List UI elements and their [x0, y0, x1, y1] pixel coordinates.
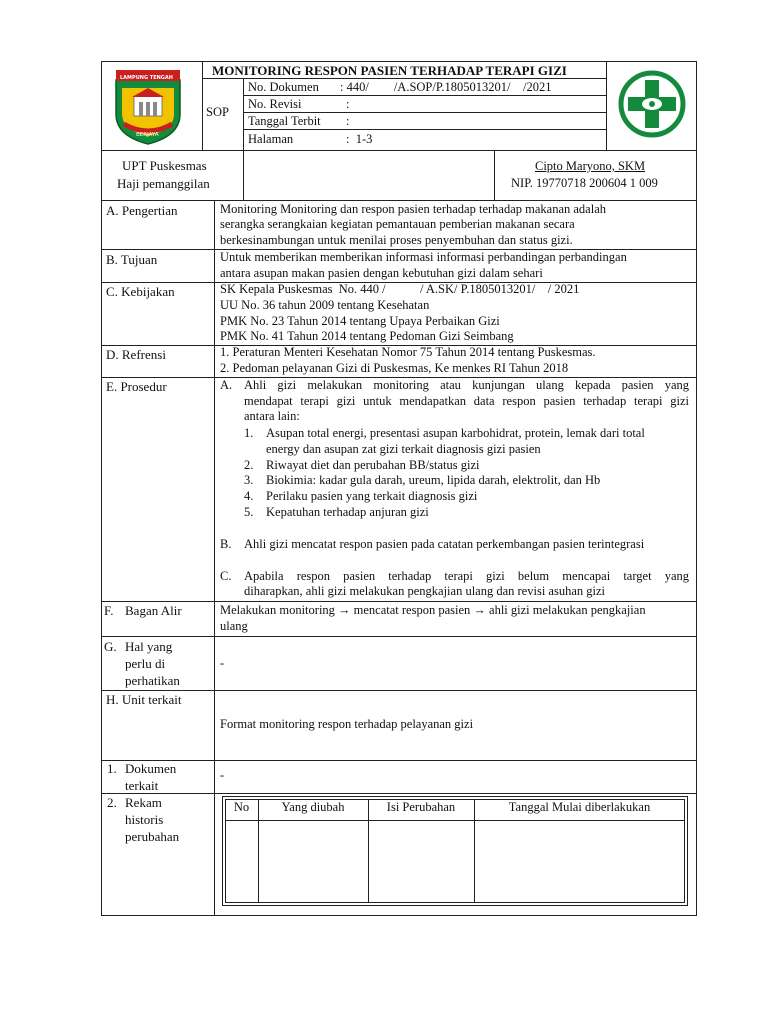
dokumen-terkait-label-1: Dokumen — [125, 761, 177, 776]
no-revisi-value: : — [346, 97, 350, 111]
bagan-alir-num: F. — [104, 603, 114, 618]
table-header-rule — [225, 820, 685, 821]
rekam-historis-num: 2. — [107, 795, 117, 810]
no-dokumen-value: : 440/ /A.SOP/P.1805013201/ /2021 — [340, 80, 552, 94]
rekam-historis-label-3: perubahan — [125, 829, 180, 844]
halaman-label: Halaman — [248, 132, 294, 146]
rekam-historis-label-1: Rekam — [125, 795, 162, 810]
table-header-yang-diubah: Yang diubah — [281, 800, 345, 814]
table-header-tanggal: Tanggal Mulai diberlakukan — [508, 800, 651, 814]
kebijakan-line-4: PMK No. 41 Tahun 2014 tentang Pedoman Gizi Seimbang — [220, 329, 514, 343]
rekam-historis-label-2: historis — [125, 812, 164, 827]
prosedur-c-line-2: diharapkan, ahli gizi melakukan pengkajian ulang dan revisi asuhan gizi — [244, 584, 605, 598]
prosedur-item-1-num: 1. — [244, 426, 254, 440]
halaman-value: : 1-3 — [346, 132, 373, 146]
prosedur-a-line-3: antara lain: — [244, 409, 300, 423]
row-rule-e — [101, 601, 697, 602]
prosedur-b-marker: B. — [220, 537, 232, 551]
kebijakan-label: C. Kebijakan — [106, 284, 175, 299]
row-rule-g — [101, 690, 697, 691]
prosedur-a-line-2: mendapat terapi gizi untuk mendapatkan data respon pasien terhadap terapi gizi — [244, 394, 689, 408]
no-dokumen-label: No. Dokumen — [248, 80, 319, 94]
tujuan-line-2: antara asupan makan pasien dengan kebutuhan gizi dalam sehari — [220, 266, 543, 280]
prosedur-item-1-line-1: Asupan total energi, presentasi asupan karbohidrat, protein, lemak dari total — [266, 426, 645, 440]
header-divider-logo — [202, 61, 203, 150]
unit-terkait-label: H. Unit terkait — [106, 692, 182, 707]
prosedur-a-marker: A. — [220, 378, 233, 392]
prosedur-item-1-line-2: energy dan asupan zat gizi terkait diagnosis gizi pasien — [266, 442, 541, 456]
dokumen-terkait-value: - — [220, 768, 225, 782]
hal-perlu-label-3: perhatikan — [125, 673, 180, 688]
row-rule-f — [101, 636, 697, 637]
hal-perlu-value: - — [220, 656, 225, 670]
prosedur-a-line-1: Ahli gizi melakukan monitoring atau kunjungan ulang kepada pasien yang — [244, 378, 689, 392]
header-divider-sop — [243, 78, 244, 150]
hal-perlu-label-1: Hal yang — [125, 639, 173, 654]
prosedur-item-2-line-1: Riwayat diet dan perubahan BB/status gizi — [266, 458, 480, 472]
referensi-line-2: 2. Pedoman pelayanan Gizi di Puskesmas, Ke menkes RI Tahun 2018 — [220, 361, 569, 375]
referensi-label: D. Refrensi — [106, 347, 166, 362]
logo-motto-text: BERJAYA — [136, 132, 159, 138]
dokumen-terkait-label-2: terkait — [125, 778, 159, 793]
page-title: MONITORING RESPON PASIEN TERHADAP TERAPI GIZI — [212, 63, 567, 78]
prosedur-item-5-line-1: Kepatuhan terhadap anjuran gizi — [266, 505, 429, 519]
kebijakan-line-2: UU No. 36 tahun 2009 tentang Kesehatan — [220, 298, 430, 312]
dokumen-terkait-num: 1. — [107, 761, 117, 776]
org-bottom-rule — [101, 200, 697, 201]
pengertian-line-2: serangka serangkaian kegiatan pemantauan pemberian makanan secara — [220, 217, 575, 231]
label-column-divider — [214, 200, 215, 916]
tujuan-label: B. Tujuan — [106, 252, 158, 267]
tanggal-terbit-value: : — [346, 114, 350, 128]
table-header-isi-perubahan: Isi Perubahan — [386, 800, 456, 814]
unit-terkait-value: Format monitoring respon terhadap pelayanan gizi — [220, 717, 474, 731]
bagan-alir-label: Bagan Alir — [125, 603, 182, 618]
no-revisi-label: No. Revisi — [248, 97, 302, 111]
tanggal-terbit-label: Tanggal Terbit — [248, 114, 321, 128]
tujuan-line-1: Untuk memberikan memberikan informasi informasi perbandingan perbandingan — [220, 250, 627, 264]
row-rule-h — [101, 760, 697, 761]
prosedur-item-3-line-1: Biokimia: kadar gula darah, ureum, lipida darah, elektrolit, dan Hb — [266, 473, 601, 487]
puskesmas-logo — [618, 70, 686, 138]
prosedur-item-4-line-1: Perilaku pasien yang terkait diagnosis gizi — [266, 489, 478, 503]
header-divider-right-logo — [606, 61, 607, 150]
prosedur-item-2-num: 2. — [244, 458, 254, 472]
row-rule-i — [101, 793, 697, 794]
org-name-line2: Haji pemanggilan — [117, 176, 210, 191]
hal-perlu-label-2: perlu di — [125, 656, 166, 671]
prosedur-b-text: Ahli gizi mencatat respon pasien pada catatan perkembangan pasien terintegrasi — [244, 537, 645, 551]
org-divider — [243, 150, 244, 200]
logo-banner-text: LAMPUNG TENGAH — [120, 75, 173, 81]
prosedur-c-line-1: Apabila respon pasien terhadap terapi gizi belum mencapai target yang — [244, 569, 689, 583]
pengertian-label: A. Pengertian — [106, 203, 178, 218]
pengertian-line-1: Monitoring Monitoring dan respon pasien terhadap terhadap makanan adalah — [220, 202, 606, 216]
prosedur-c-marker: C. — [220, 569, 232, 583]
signer-name: Cipto Maryono, SKM — [535, 159, 646, 173]
pengertian-line-3: berkesinambungan untuk menilai proses penyembuhan dan status gizi. — [220, 233, 573, 247]
kebijakan-line-3: PMK No. 23 Tahun 2014 tentang Upaya Perbaikan Gizi — [220, 314, 500, 328]
table-header-no: No — [233, 800, 250, 814]
change-history-table — [222, 796, 688, 906]
prosedur-item-4-num: 4. — [244, 489, 254, 503]
prosedur-item-5-num: 5. — [244, 505, 254, 519]
signer-nip: NIP. 19770718 200604 1 009 — [511, 176, 658, 190]
bagan-alir-line-1: Melakukan monitoring → mencatat respon pasien → ahli gizi melakukan pengkajian — [220, 603, 646, 617]
kabupaten-logo — [112, 66, 184, 146]
signer-divider — [494, 150, 495, 200]
prosedur-item-3-num: 3. — [244, 473, 254, 487]
hal-perlu-num: G. — [104, 639, 117, 654]
header-bottom-rule — [101, 150, 697, 151]
sop-label: SOP — [206, 105, 229, 119]
kebijakan-line-1: SK Kepala Puskesmas No. 440 / / A.SK/ P.1805013201/ / 2021 — [220, 282, 580, 296]
org-name-line1: UPT Puskesmas — [122, 158, 207, 173]
bagan-alir-line-2: ulang — [220, 619, 248, 633]
referensi-line-1: 1. Peraturan Menteri Kesehatan Nomor 75 Tahun 2014 tentang Puskesmas. — [220, 345, 596, 359]
prosedur-label: E. Prosedur — [106, 379, 167, 394]
